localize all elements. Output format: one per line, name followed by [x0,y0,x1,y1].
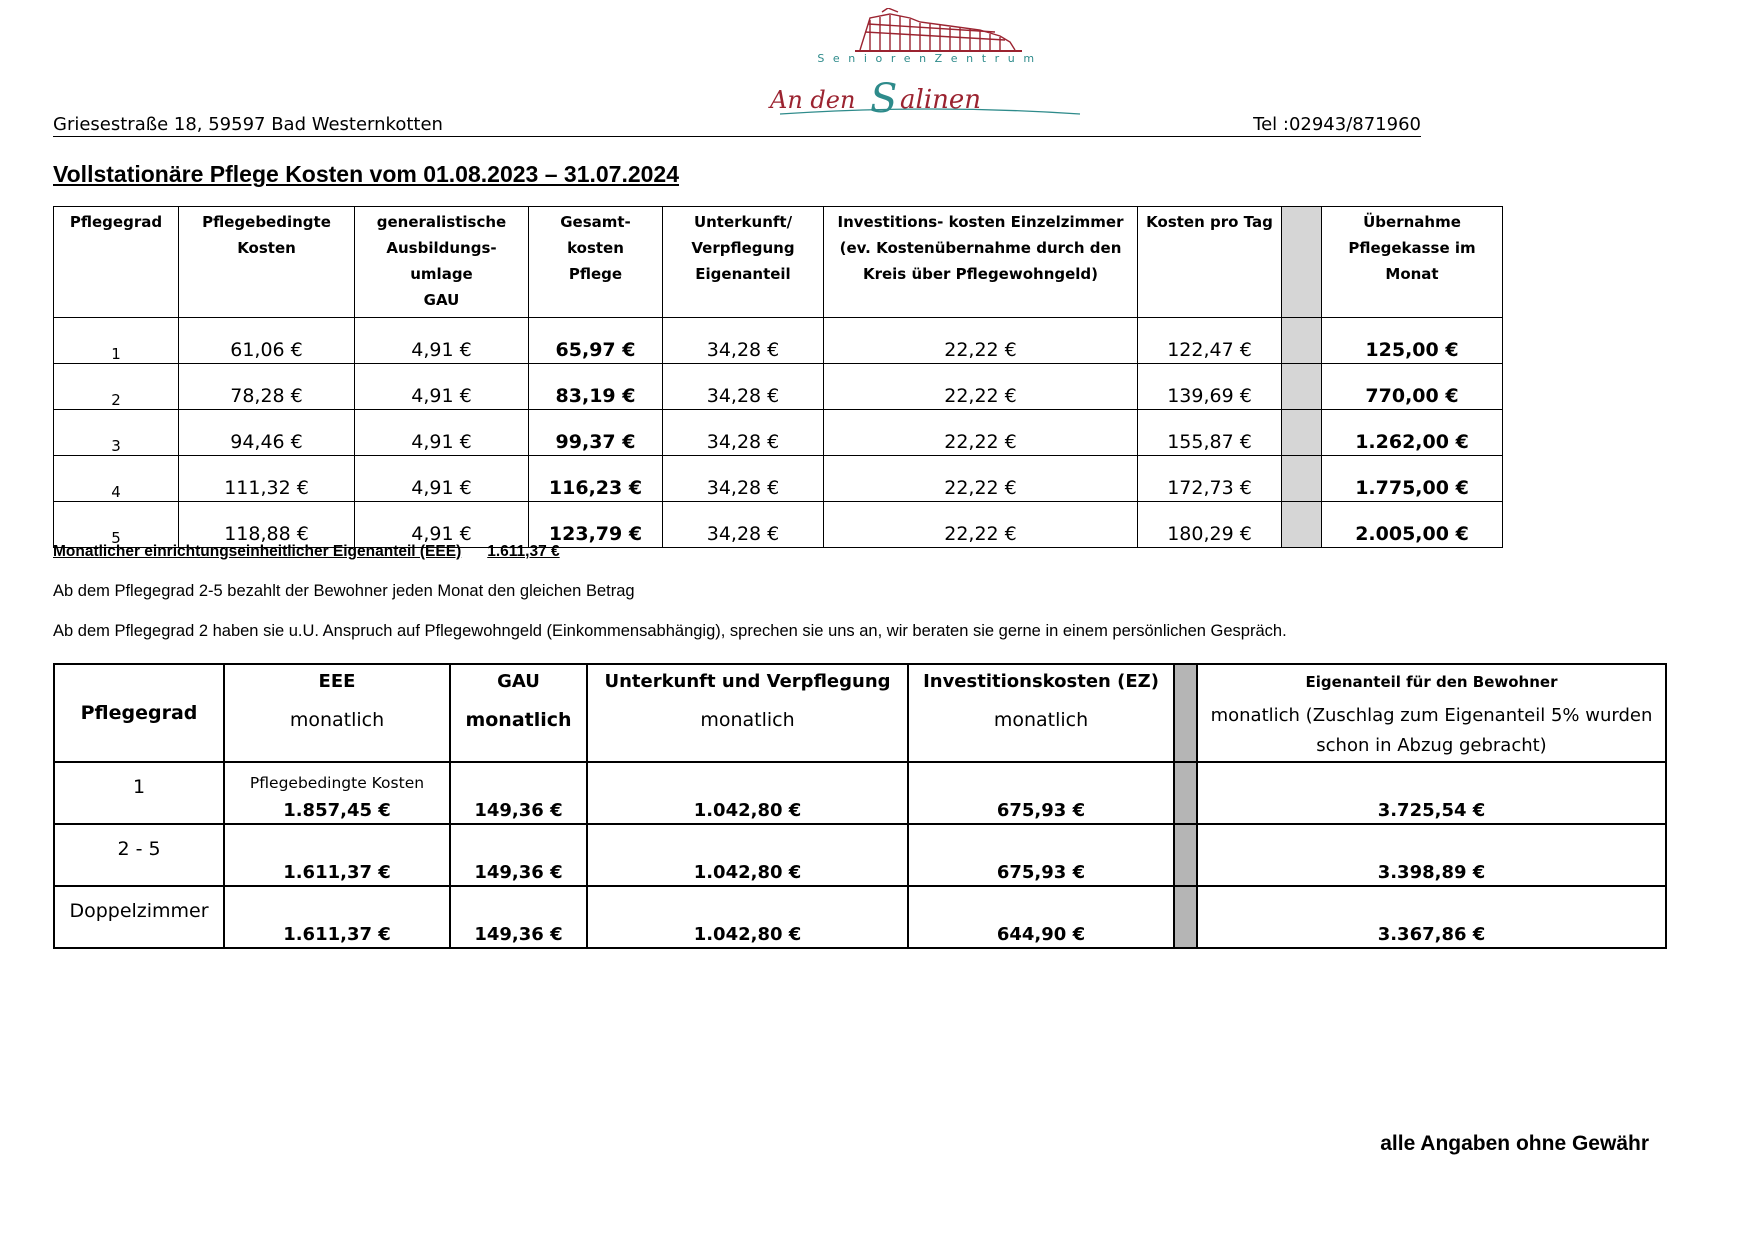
cell-spacer [1282,456,1322,502]
header-eigenanteil-title: Eigenanteil für den Bewohner [1305,673,1558,691]
cell-uv [587,886,908,948]
svg-text:alinen: alinen [900,85,982,115]
header-eee-title: EEE [318,671,356,692]
table-row [54,824,1666,886]
value: 1.611,37 € [283,862,391,883]
address: Griesestraße 18, 59597 Bad Westernkotten [53,114,443,135]
eee-summary [53,543,560,561]
value: 149,36 € [474,924,563,945]
spacer-column [1282,207,1322,318]
value: 3.367,86 € [1377,924,1486,945]
header-eee [224,664,450,762]
pflegegrad-label: 1 [132,776,146,798]
header-eigenanteil [1197,664,1666,762]
value: 675,93 € [996,862,1086,883]
cell-gesamtkosten: 116,23 € [529,456,663,502]
cell-gau: 4,91 € [355,410,529,456]
cell-gesamtkosten: 83,19 € [529,364,663,410]
spacer-column [1174,664,1197,762]
cell-kosten-pro-tag: 139,69 € [1138,364,1282,410]
header-unterkunft-sub: monatlich [700,709,795,731]
logo [760,8,1100,120]
cell-eee [224,824,450,886]
header-investitionskosten-sub: monatlich [993,709,1089,731]
spacer-column [1174,762,1197,824]
cell-gau: 4,91 € [355,318,529,364]
cell-gau: 4,91 € [355,502,529,548]
cell-gau: 4,91 € [355,456,529,502]
cell-spacer [1282,318,1322,364]
header-pflegegrad: Pflegegrad [54,207,179,318]
spacer-column [1174,824,1197,886]
cell-spacer [1282,364,1322,410]
cell-eee [224,762,450,824]
header-gau-sub: monatlich [465,709,572,731]
cell-investitionskosten: 22,22 € [824,364,1138,410]
value: 149,36 € [474,800,563,821]
cell-uebernahme: 1.775,00 € [1322,456,1503,502]
value: 675,93 € [996,800,1086,821]
cell-spacer [1282,410,1322,456]
table-row [54,364,1503,410]
svg-text:An den: An den [770,86,856,114]
cell-investitionskosten: 22,22 € [824,456,1138,502]
cell-uebernahme: 2.005,00 € [1322,502,1503,548]
cell-gau [450,762,587,824]
cell-unterkunft: 34,28 € [663,364,824,410]
pflegegrad-label: Doppelzimmer [69,900,209,922]
cell-grade: 1 [54,318,179,364]
value: 3.725,54 € [1377,800,1486,821]
table-row [54,318,1503,364]
cell-unterkunft: 34,28 € [663,410,824,456]
logo-text-senioren: SeniorenZentrum [817,52,1043,65]
value: 1.042,80 € [693,862,802,883]
cell-kosten-pro-tag: 122,47 € [1138,318,1282,364]
cell-kosten-pro-tag: 155,87 € [1138,410,1282,456]
cost-per-day-table [53,206,1503,548]
cell-unterkunft: 34,28 € [663,318,824,364]
table-header-row [54,207,1503,318]
header-gau-title: GAU [497,671,540,692]
header-gau [450,664,587,762]
cell-inv [908,824,1174,886]
eee-value: 1.611,37 € [487,543,560,560]
cell-pflegebedingte-kosten: 78,28 € [179,364,355,410]
cell-pflegegrad [54,886,224,948]
header-pflegegrad: Pflegegrad [54,664,224,762]
note-same-amount: Ab dem Pflegegrad 2-5 bezahlt der Bewohner jeden Monat den gleichen Betrag [53,582,635,600]
header-gesamtkosten: Gesamt- kosten Pflege [529,207,663,318]
cell-pflegebedingte-kosten: 61,06 € [179,318,355,364]
cell-spacer [1282,502,1322,548]
saline-building-icon [760,8,1100,58]
monthly-cost-table [53,663,1667,949]
table-row [54,762,1666,824]
cell-eee [224,886,450,948]
table-row [54,456,1503,502]
table-row [54,886,1666,948]
cell-pflegebedingte-kosten: 111,32 € [179,456,355,502]
cell-investitionskosten: 22,22 € [824,318,1138,364]
disclaimer: alle Angaben ohne Gewähr [1380,1132,1649,1155]
value: 1.857,45 € [283,800,391,821]
header-divider [53,136,1421,137]
header-kosten-pro-tag: Kosten pro Tag [1138,207,1282,318]
header-investitionskosten [908,664,1174,762]
cell-own [1197,886,1666,948]
pflegebedingte-kosten-label: Pflegebedingte Kosten [249,774,425,792]
cell-inv [908,762,1174,824]
table-header-row [54,664,1666,762]
cell-investitionskosten: 22,22 € [824,502,1138,548]
cell-uebernahme: 1.262,00 € [1322,410,1503,456]
cell-inv [908,886,1174,948]
cell-unterkunft: 34,28 € [663,502,824,548]
header-investitionskosten-title: Investitionskosten (EZ) [923,671,1159,692]
cell-investitionskosten: 22,22 € [824,410,1138,456]
value: 3.398,89 € [1377,862,1486,883]
note-pflegewohngeld: Ab dem Pflegegrad 2 haben sie u.U. Anspruch auf Pflegewohngeld (Einkommensabhängig), sprechen sie uns an, wir beraten sie gerne in einem persönlichen Gespräch. [53,622,1287,640]
header-uebernahme: Übernahme Pflegekasse im Monat [1322,207,1503,318]
cell-pflegegrad [54,824,224,886]
cell-gau [450,824,587,886]
cell-kosten-pro-tag: 180,29 € [1138,502,1282,548]
value: 644,90 € [996,924,1086,945]
value: 1.611,37 € [283,924,391,945]
cell-uv [587,762,908,824]
cell-pflegebedingte-kosten: 94,46 € [179,410,355,456]
cell-gau: 4,91 € [355,364,529,410]
cell-gesamtkosten: 99,37 € [529,410,663,456]
cell-uv [587,824,908,886]
pflegegrad-label: 2 - 5 [117,838,161,860]
cell-grade: 3 [54,410,179,456]
table-row [54,502,1503,548]
cell-kosten-pro-tag: 172,73 € [1138,456,1282,502]
header-eigenanteil-sub: monatlich (Zuschlag zum Eigenanteil 5% wurden schon in Abzug gebracht) [1210,705,1653,756]
cell-grade: 2 [54,364,179,410]
table-row [54,410,1503,456]
cell-pflegegrad [54,762,224,824]
cell-unterkunft: 34,28 € [663,456,824,502]
cell-own [1197,762,1666,824]
svg-text:S: S [870,76,898,120]
eee-label: Monatlicher einrichtungseinheitlicher Eigenanteil (EEE) [53,543,462,560]
value: 149,36 € [474,862,563,883]
header-unterkunft: Unterkunft/ Verpflegung Eigenanteil [663,207,824,318]
header-gau: generalistische Ausbildungs- umlage GAU [355,207,529,318]
cell-grade: 4 [54,456,179,502]
spacer-column [1174,886,1197,948]
cell-gesamtkosten: 123,79 € [529,502,663,548]
header-unterkunft-title: Unterkunft und Verpflegung [604,671,891,692]
value: 1.042,80 € [693,800,802,821]
page-title: Vollstationäre Pflege Kosten vom 01.08.2023 – 31.07.2024 [53,161,680,187]
header-investitionskosten: Investitions- kosten Einzelzimmer (ev. Kostenübernahme durch den Kreis über Pflegewohngeld) [824,207,1138,318]
header-pflegebedingte-kosten: Pflegebedingte Kosten [179,207,355,318]
cell-uebernahme: 125,00 € [1322,318,1503,364]
value: 1.042,80 € [693,924,802,945]
cell-gau [450,886,587,948]
header-eee-sub: monatlich [289,709,385,731]
cell-grade: 5 [54,502,179,548]
cell-uebernahme: 770,00 € [1322,364,1503,410]
header-unterkunft [587,664,908,762]
cell-pflegebedingte-kosten: 118,88 € [179,502,355,548]
cell-gesamtkosten: 65,97 € [529,318,663,364]
phone-number: Tel :02943/871960 [1253,114,1421,135]
logo-script [760,74,1100,120]
cell-own [1197,824,1666,886]
